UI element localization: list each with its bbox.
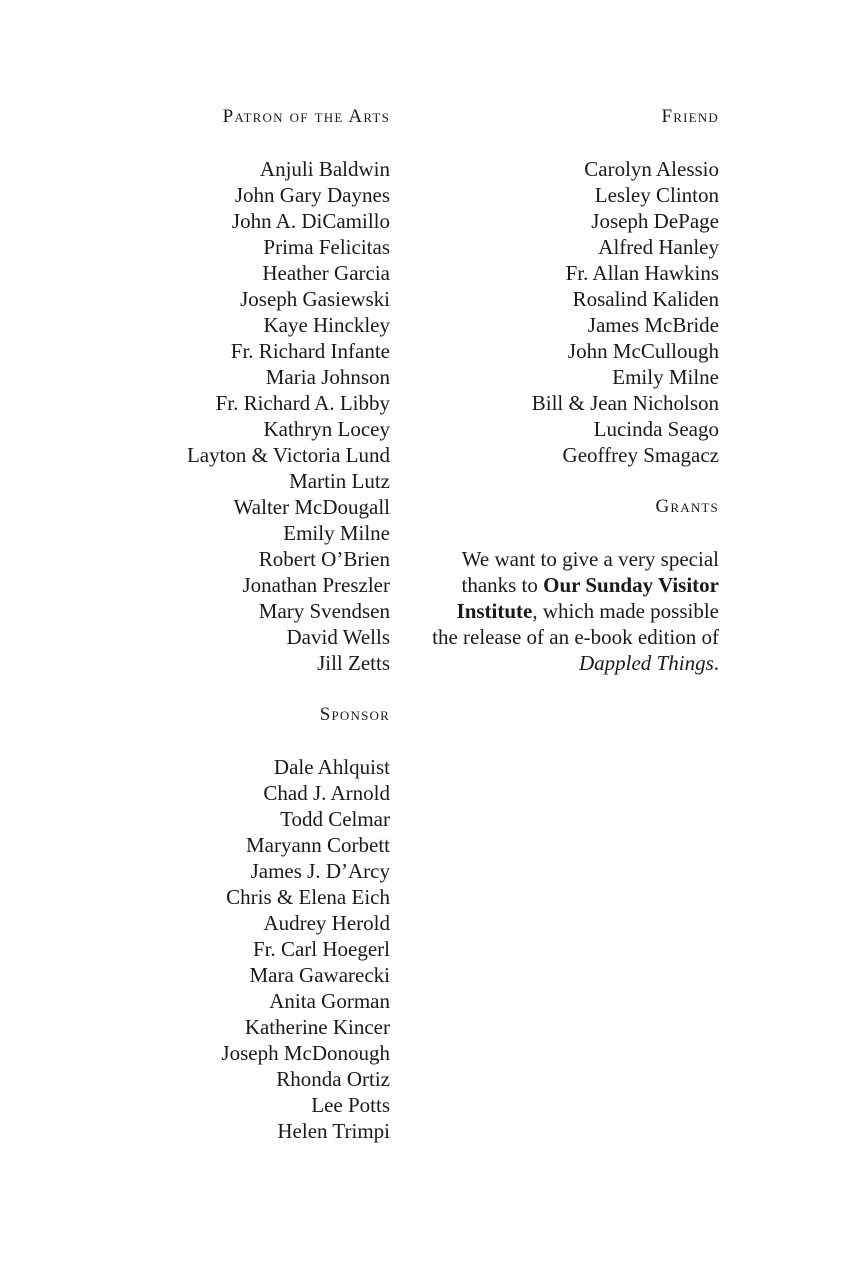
sponsor-list <box>150 754 390 1144</box>
name-item: Fr. Richard Infante <box>230 339 390 363</box>
name-item: Mary Svendsen <box>258 599 390 623</box>
name-item: David Wells <box>286 625 390 649</box>
name-item: John McCullough <box>567 339 719 363</box>
name-item: Katherine Kincer <box>244 1015 390 1039</box>
grants-text-part1: We want to give a very special thanks to <box>461 547 719 597</box>
sponsor-section <box>150 702 390 1144</box>
sponsor-heading: Sponsor <box>319 704 390 725</box>
name-item: Maryann Corbett <box>245 833 390 857</box>
friend-heading: Friend <box>661 106 719 127</box>
grants-text-end: . <box>713 651 719 675</box>
friend-section <box>430 104 719 468</box>
name-item: Rosalind Kaliden <box>572 287 719 311</box>
name-item: Fr. Richard A. Libby <box>215 391 390 415</box>
name-item: Jill Zetts <box>317 651 390 675</box>
name-item: Audrey Herold <box>263 911 390 935</box>
name-item: Walter McDougall <box>233 495 390 519</box>
name-item: Bill & Jean Nicholson <box>531 391 719 415</box>
name-item: Helen Trimpi <box>277 1119 390 1143</box>
grants-text-italic: Dappled Things <box>578 651 714 675</box>
name-item: Joseph Gasiewski <box>240 287 390 311</box>
name-item: John Gary Daynes <box>234 183 390 207</box>
name-item: Alfred Hanley <box>598 235 719 259</box>
name-item: Anjuli Baldwin <box>259 157 390 181</box>
name-item: Emily Milne <box>283 521 390 545</box>
name-item: Chad J. Arnold <box>263 781 390 805</box>
grants-text-bold: Our Sunday Visitor Institute <box>456 573 719 623</box>
name-item: Joseph McDonough <box>221 1041 390 1065</box>
grants-section <box>430 494 719 676</box>
name-item: Lucinda Seago <box>593 417 719 441</box>
name-item: Kaye Hinckley <box>263 313 390 337</box>
name-item: Fr. Allan Hawkins <box>565 261 719 285</box>
name-item: Anita Gorman <box>269 989 390 1013</box>
grants-text <box>430 546 719 676</box>
name-item: Lesley Clinton <box>594 183 719 207</box>
patron-heading: Patron of the Arts <box>222 106 390 127</box>
name-item: Lee Potts <box>311 1093 390 1117</box>
name-item: Rhonda Ortiz <box>276 1067 390 1091</box>
name-item: Kathryn Locey <box>263 417 390 441</box>
patron-section <box>150 104 390 676</box>
name-item: Dale Ahlquist <box>273 755 390 779</box>
name-item: Maria Johnson <box>265 365 390 389</box>
name-item: Todd Celmar <box>280 807 390 831</box>
name-item: Layton & Victoria Lund <box>186 443 390 467</box>
grants-heading: Grants <box>655 496 719 517</box>
patron-list <box>150 156 390 676</box>
name-item: Prima Felicitas <box>263 235 390 259</box>
name-item: Martin Lutz <box>289 469 390 493</box>
name-item: John A. DiCamillo <box>231 209 390 233</box>
left-column <box>150 104 390 1144</box>
right-column <box>430 104 719 676</box>
name-item: Joseph DePage <box>591 209 719 233</box>
name-item: Heather Garcia <box>262 261 390 285</box>
grants-text-part2: , which made possible the release of an e-book edition of <box>432 599 719 649</box>
name-item: Fr. Carl Hoegerl <box>252 937 390 961</box>
name-item: Mara Gawarecki <box>249 963 390 987</box>
name-item: James J. D’Arcy <box>250 859 390 883</box>
name-item: Chris & Elena Eich <box>226 885 390 909</box>
name-item: Carolyn Alessio <box>584 157 719 181</box>
name-item: Geoffrey Smagacz <box>562 443 719 467</box>
name-item: Emily Milne <box>612 365 719 389</box>
name-item: James McBride <box>587 313 719 337</box>
name-item: Jonathan Preszler <box>242 573 390 597</box>
friend-list <box>430 156 719 468</box>
name-item: Robert O’Brien <box>258 547 390 571</box>
